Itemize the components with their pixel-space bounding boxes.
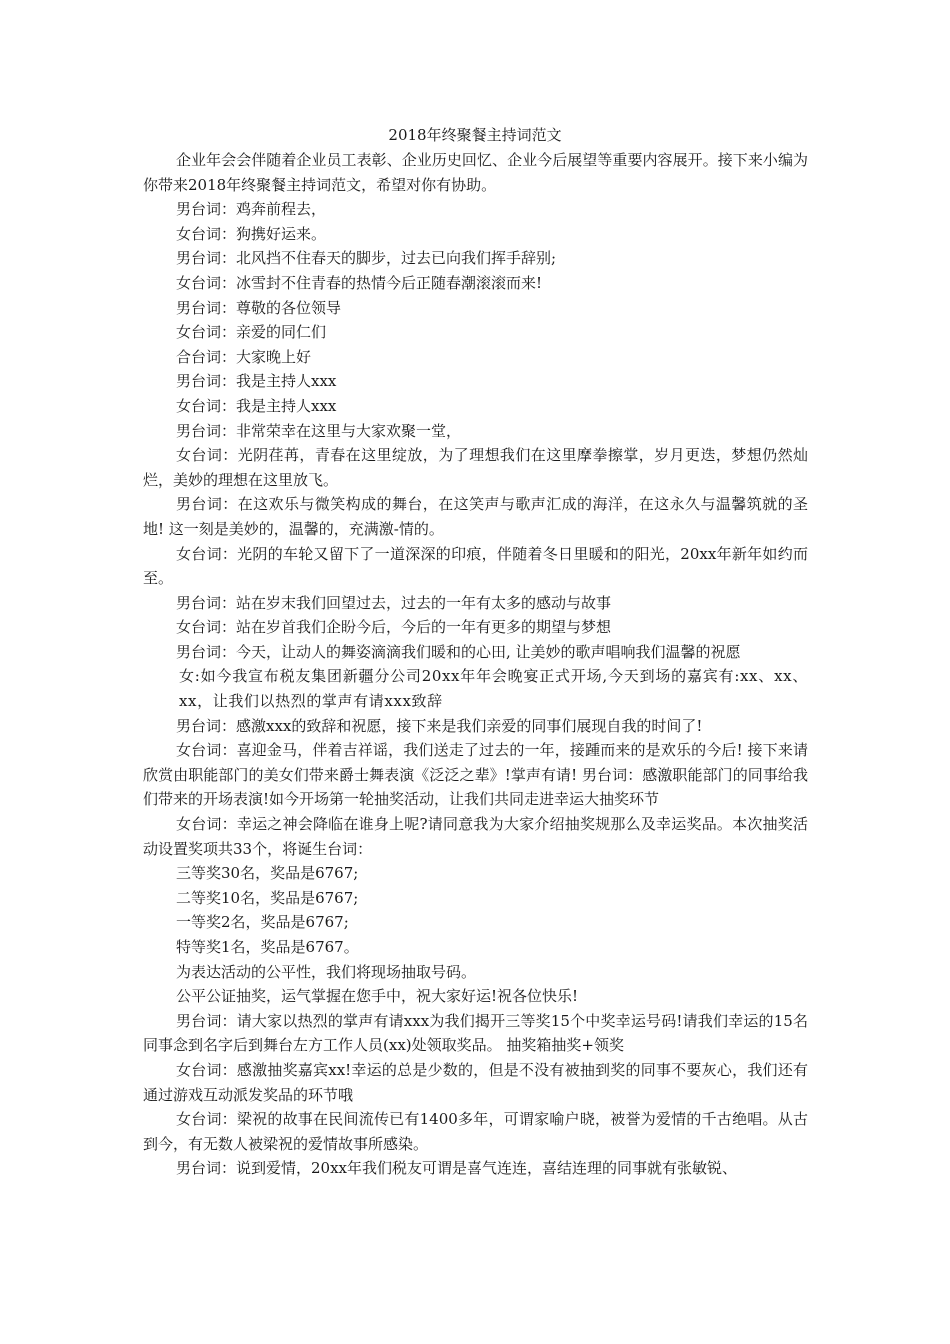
paragraph: 男台词：尊敬的各位领导 <box>176 298 342 317</box>
paragraph: 女台词：冰雪封不住青春的热情今后正随春潮滚滚而来! <box>176 273 543 292</box>
paragraph: 男台词：请大家以热烈的掌声有请xxx为我们揭开三等奖15个中奖幸运号码!请我们幸运的15名同事念到名字后到舞台左方工作人员(xx)处领取奖品。 抽奖箱抽奖+领奖 <box>143 1011 808 1055</box>
paragraph: 女:如今我宣布税友集团新疆分公司20xx年年会晚宴正式开场,今天到场的嘉宾有:xx、xx、xx，让我们以热烈的掌声有请xxx致辞 <box>179 667 808 711</box>
paragraph: 女台词：我是主持人xxx <box>176 396 337 415</box>
document-title: 2018年终聚餐主持词范文 <box>388 126 562 144</box>
paragraph: 为表达活动的公平性，我们将现场抽取号码。 <box>176 962 477 981</box>
paragraph: 女台词：感激抽奖嘉宾xx!幸运的总是少数的，但是不没有被抽到奖的同事不要灰心，我们还有通过游戏互动派发奖品的环节哦 <box>143 1060 808 1104</box>
paragraph: 女台词：幸运之神会降临在谁身上呢?请同意我为大家介绍抽奖规那么及幸运奖品。本次抽奖活动设置奖项共33个，将诞生台词： <box>143 815 808 858</box>
paragraph: 合台词：大家晚上好 <box>176 347 312 366</box>
paragraph: 三等奖30名，奖品是6767; <box>176 864 359 883</box>
paragraph: 男台词：站在岁末我们回望过去，过去的一年有太多的感动与故事 <box>176 593 612 612</box>
paragraph: 女台词：站在岁首我们企盼今后，今后的一年有更多的期望与梦想 <box>176 618 612 637</box>
paragraph: 男台词：在这欢乐与微笑构成的舞台，在这笑声与歌声汇成的海洋，在这永久与温馨筑就的圣地! 这一刻是美妙的，温馨的，充满激-情的。 <box>143 495 808 538</box>
paragraph: 二等奖10名，奖品是6767; <box>176 888 359 907</box>
paragraph: 公平公证抽奖，运气掌握在您手中，祝大家好运!祝各位快乐! <box>176 987 579 1006</box>
paragraph: 一等奖2名，奖品是6767; <box>176 913 349 932</box>
paragraph: 女台词：喜迎金马，伴着吉祥谣，我们送走了过去的一年，接踵而来的是欢乐的今后! 接下来请欣赏由职能部门的美女们带来爵士舞表演《泛泛之辈》!掌声有请! 男台词：感激职能部门的同事给我们带来的开场表演!如今开场第一轮抽奖活动，让我们共同走进幸运大抽奖环节 <box>143 741 808 809</box>
paragraph: 特等奖1名，奖品是6767。 <box>176 938 359 956</box>
paragraph: 女台词：亲爱的同仁们 <box>176 323 327 342</box>
paragraph: 男台词：鸡奔前程去， <box>176 200 327 219</box>
paragraph: 男台词：说到爱情，20xx年我们税友可谓是喜气连连，喜结连理的同事就有张敏锐、 <box>176 1159 738 1178</box>
paragraph: 男台词：北风挡不住春天的脚步，过去已向我们挥手辞别; <box>176 249 557 268</box>
paragraph: 女台词：光阴的车轮又留下了一道深深的印痕，伴随着冬日里暖和的阳光，20xx年新年如约而至。 <box>143 544 808 588</box>
paragraph: 女台词：梁祝的故事在民间流传已有1400多年，可谓家喻户晓，被誉为爱情的千古绝唱。从古到今，有无数人被梁祝的爱情故事所感染。 <box>143 1110 808 1153</box>
paragraph: 男台词：我是主持人xxx <box>176 372 337 391</box>
paragraph: 女台词：狗携好运来。 <box>176 224 327 243</box>
paragraph: 企业年会会伴随着企业员工表彰、企业历史回忆、企业今后展望等重要内容展开。接下来小编为你带来2018年终聚餐主持词范文，希望对你有协助。 <box>143 151 808 194</box>
paragraph: 男台词：今天，让动人的舞姿滴滴我们暖和的心田, 让美妙的歌声唱响我们温馨的祝愿 <box>176 642 741 661</box>
paragraph: 男台词：非常荣幸在这里与大家欢聚一堂， <box>176 421 462 440</box>
paragraph: 男台词：感激xxx的致辞和祝愿，接下来是我们亲爱的同事们展现自我的时间了! <box>176 716 703 735</box>
document-body <box>143 148 808 1181</box>
paragraph: 女台词：光阴荏苒，青春在这里绽放，为了理想我们在这里摩拳擦掌，岁月更迭，梦想仍然灿烂，美妙的理想在这里放飞。 <box>143 446 808 489</box>
